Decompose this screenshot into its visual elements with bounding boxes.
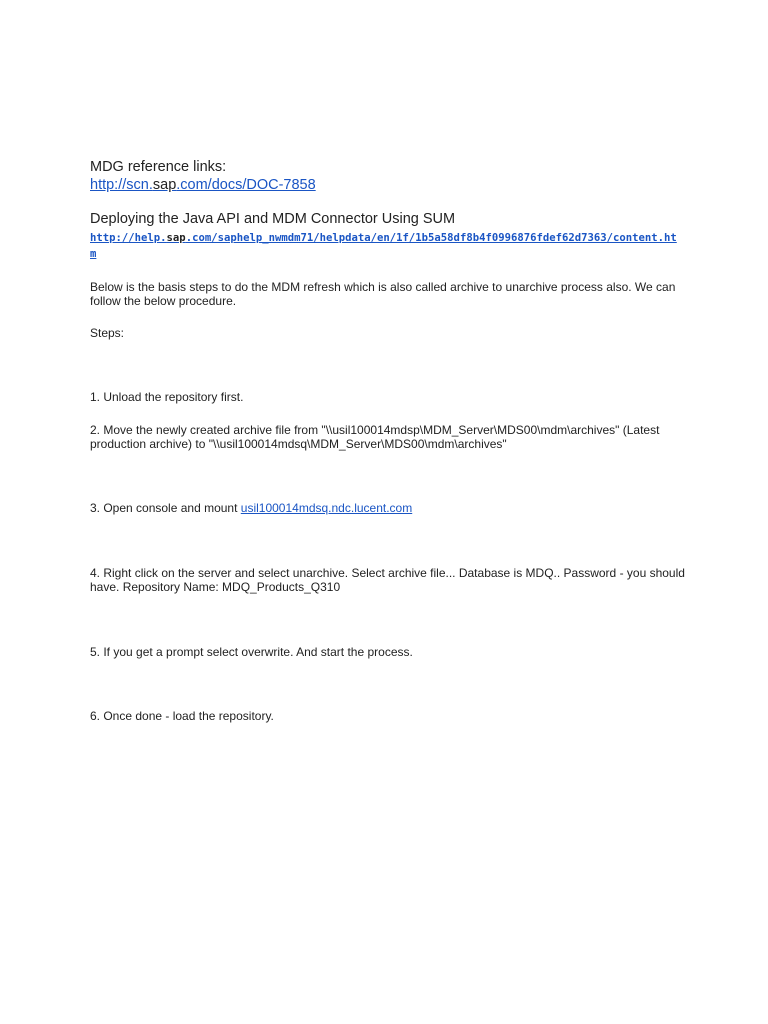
deploy-heading: Deploying the Java API and MDM Connector Using SUM xyxy=(90,211,456,227)
mdg-reference-link[interactable] xyxy=(90,176,690,194)
mdg-link-part2: sap xyxy=(152,177,177,193)
steps-label: Steps: xyxy=(90,326,125,340)
step-2: 2. Move the newly created archive file from "\\usil100014mdsp\MDM_Server\MDS00\mdm\archives" (Latest production archive) to "\\usil100014mdsq\MDM_Server\MDS00\mdm\archives" xyxy=(90,423,660,451)
step-4: 4. Right click on the server and select unarchive. Select archive file... Database is MDQ.. Password - you should have. Repository Name: MDQ_Products_Q310 xyxy=(90,566,685,594)
deploy-link-part3: .com/saphelp_nwmdm71/helpdata/en/1f/1b5a58df8b4f0996876fdef62d7363/content.htm xyxy=(90,232,677,260)
deploy-link-part2: sap xyxy=(166,232,186,244)
mdg-link-part1: http://scn. xyxy=(90,177,153,193)
mdg-link-part3: .com/docs/DOC-7858 xyxy=(176,177,316,193)
intro-paragraph: Below is the basis steps to do the MDM refresh which is also called archive to unarchive process also. We can follow the below procedure. xyxy=(90,280,676,308)
mdg-heading: MDG reference links: xyxy=(90,159,227,175)
step-5: 5. If you get a prompt select overwrite. And start the process. xyxy=(90,645,413,659)
deploy-link-part1: http://help. xyxy=(90,232,167,244)
deploy-help-link[interactable] xyxy=(90,230,680,262)
document-page xyxy=(90,158,690,723)
step-3-text: 3. Open console and mount xyxy=(90,501,241,515)
mount-server-link[interactable]: usil100014mdsq.ndc.lucent.com xyxy=(240,501,413,515)
step-6: 6. Once done - load the repository. xyxy=(90,709,274,723)
step-1: 1. Unload the repository first. xyxy=(90,390,244,404)
step-3 xyxy=(90,501,685,515)
